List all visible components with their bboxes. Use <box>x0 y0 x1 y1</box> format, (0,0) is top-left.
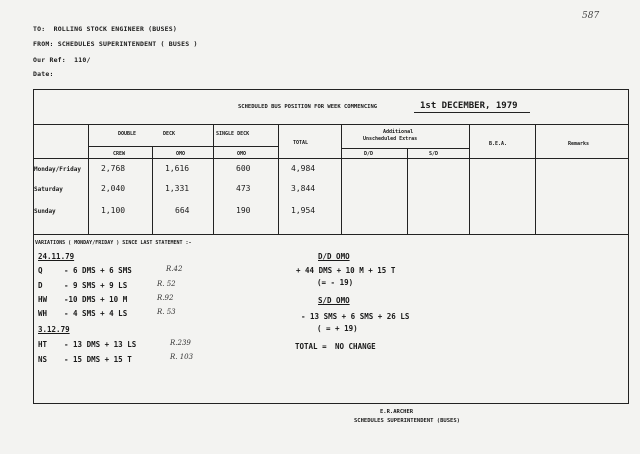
header-unscheduled: Unscheduled Extras <box>363 136 418 142</box>
header-deck: DECK <box>163 131 176 137</box>
total-label: TOTAL = <box>295 342 327 351</box>
week-date-underline <box>414 112 530 113</box>
variation-note: R.239 <box>170 339 191 347</box>
report-title: SCHEDULED BUS POSITION FOR WEEK COMMENCING <box>238 104 378 110</box>
header-double: DOUBLE <box>118 131 137 137</box>
cell-omo: 664 <box>175 206 190 215</box>
signature-name: E.R.ARCHER <box>380 409 414 415</box>
table-top-rule <box>33 124 629 125</box>
header-bea: B.E.A. <box>489 141 508 147</box>
sd-omo-heading: S/D OMO <box>318 296 350 305</box>
variation-date-2: 3.12.79 <box>38 325 70 334</box>
corner-annotation: 587 <box>582 11 600 21</box>
variation-code: Q <box>38 266 43 275</box>
col-rule-5 <box>341 124 342 234</box>
variation-text: -10 DMS + 10 M <box>64 295 128 304</box>
week-date: 1st DECEMBER, 1979 <box>420 101 518 111</box>
col-rule-3 <box>213 124 214 234</box>
dd-omo-heading: D/D OMO <box>318 252 350 261</box>
cell-omo: 1,616 <box>165 164 190 173</box>
to-line <box>33 25 177 33</box>
to-label: TO: <box>33 25 46 33</box>
table-bottom-rule <box>33 234 629 235</box>
date-label: Date: <box>33 70 54 78</box>
cell-crew: 2,040 <box>101 184 126 193</box>
header-omo: OMO <box>176 151 186 157</box>
cell-single-omo: 473 <box>236 184 251 193</box>
from-line <box>33 40 198 48</box>
variation-text: - 4 SMS + 4 LS <box>64 309 128 318</box>
row-label-sunday: Sunday <box>34 208 56 215</box>
variations-heading: VARIATIONS ( MONDAY/FRIDAY ) SINCE LAST STATEMENT :- <box>35 240 192 246</box>
cell-single-omo: 600 <box>236 164 251 173</box>
row-label-saturday: Saturday <box>34 186 63 193</box>
variation-note: R.92 <box>157 294 174 302</box>
header-crew: CREW <box>113 151 126 157</box>
cell-total: 1,954 <box>291 206 316 215</box>
header-single-deck: SINGLE DECK <box>216 131 250 137</box>
signature-title: SCHEDULES SUPERINTENDENT (BUSES) <box>354 418 460 424</box>
variation-date-1: 24.11.79 <box>38 252 75 261</box>
dd-sd-rule <box>341 148 469 149</box>
variation-code: HT <box>38 340 48 349</box>
cell-total: 4,984 <box>291 164 316 173</box>
dd-omo-line-2: (= - 19) <box>317 278 354 287</box>
ref-line <box>33 56 91 64</box>
variation-text: - 9 SMS + 9 LS <box>64 281 128 290</box>
cell-crew: 1,100 <box>101 206 126 215</box>
sd-omo-line-2: ( = + 19) <box>317 324 358 333</box>
from-value: SCHEDULES SUPERINTENDENT ( BUSES ) <box>57 40 198 48</box>
cell-total: 3,844 <box>291 184 316 193</box>
header-additional: Additional <box>383 129 414 135</box>
variation-code: NS <box>38 355 48 364</box>
variation-code: HW <box>38 295 48 304</box>
col-rule-2 <box>152 146 153 234</box>
header-bottom-rule <box>33 158 629 159</box>
ref-label: Our Ref: <box>33 56 66 64</box>
total-value: NO CHANGE <box>335 342 376 351</box>
header-dd: D/D <box>364 151 374 157</box>
variation-text: - 13 DMS + 13 LS <box>64 340 137 349</box>
sd-omo-line-1: - 13 SMS + 6 SMS + 26 LS <box>301 312 410 321</box>
variation-note: R. 103 <box>170 353 194 361</box>
variation-code: WH <box>38 309 48 318</box>
col-rule-7 <box>469 124 470 234</box>
col-rule-1 <box>88 124 89 234</box>
variation-code: D <box>38 281 43 290</box>
header-omo-single: OMO <box>237 151 247 157</box>
row-label-monday-friday: Monday/Friday <box>34 166 81 173</box>
to-value: ROLLING STOCK ENGINEER (BUSES) <box>53 25 177 33</box>
header-sd: S/D <box>429 151 439 157</box>
cell-omo: 1,331 <box>165 184 190 193</box>
variation-text: - 15 DMS + 15 T <box>64 355 132 364</box>
variation-note: R. 52 <box>157 280 176 288</box>
header-remarks: Remarks <box>568 141 590 147</box>
from-label: FROM: <box>33 40 54 48</box>
col-rule-8 <box>535 124 536 234</box>
variation-text: - 6 DMS + 6 SMS <box>64 266 132 275</box>
variation-note: R.42 <box>166 265 183 273</box>
ref-value: 110/ <box>74 56 91 64</box>
crew-omo-rule <box>88 146 278 147</box>
date-line <box>33 70 54 78</box>
col-rule-6 <box>407 148 408 234</box>
variation-note: R. 53 <box>157 308 176 316</box>
col-rule-4 <box>278 124 279 234</box>
cell-crew: 2,768 <box>101 164 126 173</box>
dd-omo-line-1: + 44 DMS + 10 M + 15 T <box>296 266 396 275</box>
header-total: TOTAL <box>293 140 309 146</box>
cell-single-omo: 190 <box>236 206 251 215</box>
